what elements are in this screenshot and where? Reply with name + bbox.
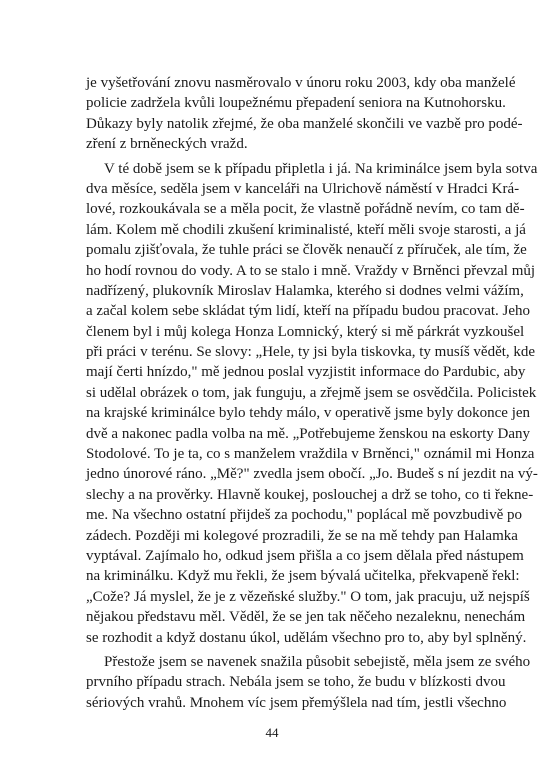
text-line: dva měsíce, seděla jsem v kanceláři na Ulrichově náměstí v Hradci Krá- <box>86 180 520 197</box>
text-line: dvě a nakonec padla volba na mě. „Potřebujeme ženskou na eskorty Dany <box>86 425 531 442</box>
text-line: jedno únorové ráno. „Mě?" zvedla jsem obočí. „Jo. Budeš s ní jezdit na vý- <box>86 466 538 483</box>
text-line: V té době jsem se k případu připletla i já. Na kriminálce jsem byla sotva <box>104 160 538 177</box>
text-line: na krajské kriminálce bylo tehdy málo, v operativě jsme byly dokonce jen <box>86 405 531 422</box>
text-line: sériových vrahů. Mnohem víc jsem přemýšlela nad tím, jestli všechno <box>86 694 507 711</box>
text-line: při práci v terénu. Se slovy: „Hele, ty jsi byla tiskovka, ty musíš vědět, kde <box>86 344 536 361</box>
text-line: Důkazy byly natolik zřejmé, že oba manželé skončili ve vazbě pro podé- <box>86 115 523 132</box>
text-line: Stodolové. To je ta, co s manželem vraždila v Brněnci," oznámil mi Honza <box>86 446 535 463</box>
text-line: lám. Kolem mě chodili zkušení kriminalisté, kteří měli svoje starosti, a já <box>86 221 526 238</box>
text-line: policie zadržela kvůli loupežnému přepadení seniora na Kutnohorsku. <box>86 95 506 112</box>
paragraph <box>86 159 538 648</box>
text-line: prvního případu strach. Nebála jsem se toho, že budu v blízkosti dvou <box>86 674 506 691</box>
text-line: na kriminálku. Když mu řekli, že jsem bývalá učitelka, překvapeně řekl: <box>86 568 520 585</box>
paragraph <box>86 652 531 713</box>
text-line: je vyšetřování znovu nasměrovalo v únoru roku 2003, kdy oba manželé <box>86 75 516 91</box>
text-line: vyptával. Zajímalo ho, odkud jsem přišla a co jsem dělala před nástupem <box>86 547 524 564</box>
text-line: slechy a na prověrky. Hlavně koukej, poslouchej a drž se toho, co ti řekne- <box>86 486 534 503</box>
text-line: nějakou představu měl. Věděl, že se jen tak něčeho nezaleknu, nenechám <box>86 609 526 626</box>
text-line: me. Na všechno ostatní přijdeš za pochodu," poplácal mě povzbudivě po <box>86 507 523 524</box>
text-line: si udělal obrázek o tom, jak funguju, a zřejmě jsem se osvědčila. Policistek <box>86 384 537 401</box>
paragraph <box>86 73 523 155</box>
text-line: lové, rozkoukávala se a měla pocit, že vlastně pořádně nevím, co tam dě- <box>86 201 525 218</box>
text-line: nadřízený, plukovník Miroslav Halamka, kterého si dodnes velmi vážím, <box>86 282 524 299</box>
text-line: ho hodí rovnou do vody. A to se stalo i mně. Vraždy v Brněnci převzal můj <box>86 262 536 279</box>
text-line: pomalu zjišťovala, že tuhle práci se člověk nenaučí z příruček, ale tím, že <box>86 242 527 259</box>
text-line: a začal kolem sebe skládat tým lidí, kteří na případu budou pracovat. Jeho <box>86 303 531 320</box>
text-line: zření z brněneckých vražd. <box>86 136 248 153</box>
text-line: Přestože jsem se navenek snažila působit sebejistě, měla jsem ze svého <box>104 653 531 670</box>
text-line: mají čerti hnízdo," mě jednou poslal vyzjistit informace do Pardubic, aby <box>86 364 526 381</box>
text-line: „Cože? Já myslel, že je z vězeňské služby." O tom, jak pracuju, už nejspíš <box>86 588 530 605</box>
text-line: zádech. Později mi kolegové prozradili, že se na mě tehdy pan Halamka <box>86 527 518 544</box>
body-text <box>86 73 538 713</box>
text-line: členem byl i můj kolega Honza Lomnický, který si mě párkrát vyzkoušel <box>86 323 525 340</box>
text-line: se rozhodit a když dostanu úkol, udělám všechno pro to, aby byl splněný. <box>86 629 527 646</box>
page-number: 44 <box>265 725 279 740</box>
